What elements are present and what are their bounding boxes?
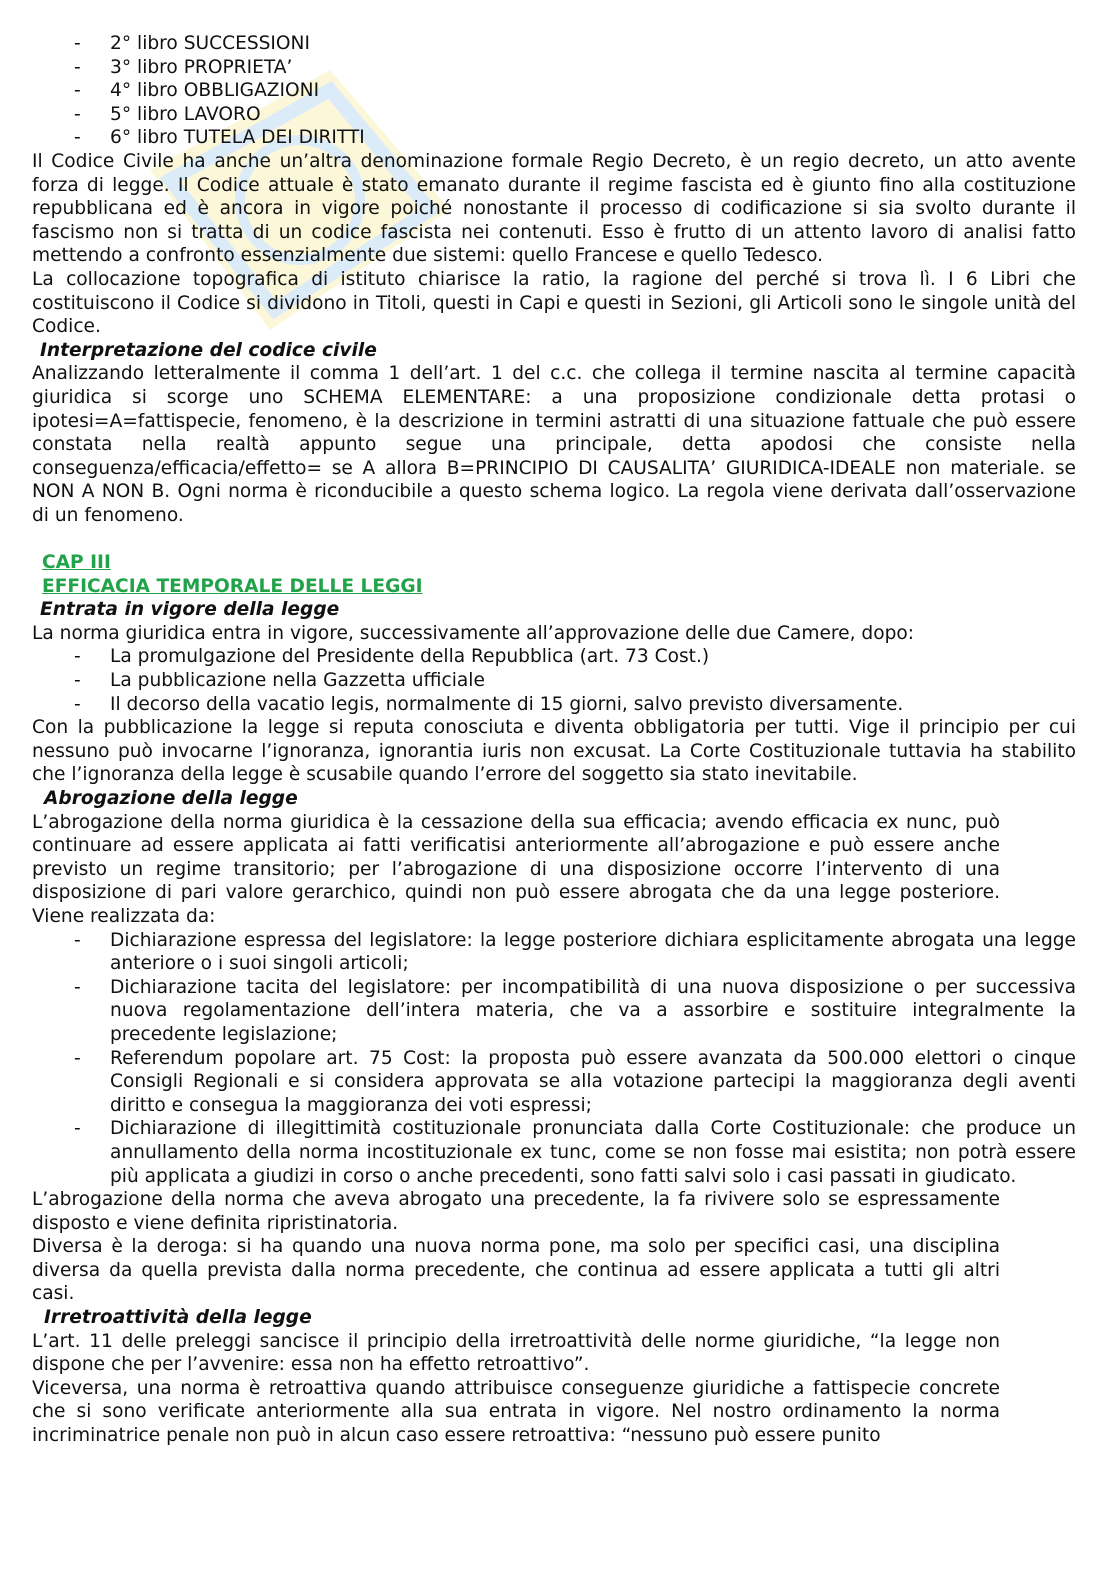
paragraph-interpretazione: Analizzando letteralmente il comma 1 dell’art. 1 del c.c. che collega il termine nascita al termine capacità giuridica si scorge uno SCHEMA ELEMENTARE: a una proposizione condizionale detta protasi o ipotesi=A=fattispecie, fenomeno, è la descrizione in termini astratti di una situazione fattuale che può essere constata nella realtà appunto segue una principale, detta apodosi che consiste nella conseguenza/efficacia/effetto= se A allora B=PRINCIPIO DI CAUSALITA’ GIURIDICA-IDEALE non materiale. se NON A NON B. Ogni norma è riconducibile a questo schema logico. La regola viene derivata dall’osservazione di un fenomeno. xyxy=(32,363,1076,526)
list-item: - Il decorso della vacatio legis, normalmente di 15 giorni, salvo previsto diversamente. xyxy=(32,693,1076,717)
chapter-subtitle: EFFICACIA TEMPORALE DELLE LEGGI xyxy=(42,575,423,597)
list-item: - La promulgazione del Presidente della Repubblica (art. 73 Cost.) xyxy=(32,645,1076,669)
paragraph-pubblicazione: Con la pubblicazione la legge si reputa conosciuta e diventa obbligatoria per tutti. Vige il principio per cui nessuno può invocarne l’ignoranza, ignorantia iuris non excusat. La Corte Costituzionale tuttavia ha stabilito che l’ignoranza della legge è scusabile quando l’errore del soggetto sia stato inevitabile. xyxy=(32,717,1076,786)
heading-irretroattivita: Irretroattività della legge xyxy=(44,1307,312,1329)
abrogazione-list xyxy=(32,929,1076,1189)
spacer xyxy=(32,527,1076,551)
paragraph-entrata: La norma giuridica entra in vigore, successivamente all’approvazione delle due Camere, dopo: xyxy=(32,622,915,644)
books-list xyxy=(32,32,1076,150)
list-item: - Dichiarazione espressa del legislatore: la legge posteriore dichiara esplicitamente abrogata una legge anteriore o i suoi singoli articoli; xyxy=(32,929,1076,976)
paragraph-art11: L’art. 11 delle preleggi sancisce il principio della irretroattività delle norme giuridiche, “la legge non dispone che per l’avvenire: essa non ha effetto retroattivo”. xyxy=(32,1330,1000,1376)
paragraph-collocazione: La collocazione topografica di istituto chiarisce la ratio, la ragione del perché si trova lì. I 6 Libri che costituiscono il Codice si dividono in Titoli, questi in Capi e questi in Sezioni, gli Articoli sono le singole unità del Codice. xyxy=(32,268,1076,338)
list-item: - Dichiarazione tacita del legislatore: per incompatibilità di una nuova disposizione o per successiva nuova regolamentazione dell’intera materia, che va a assorbire e sostituire integralmente la precedente legislazione; xyxy=(32,976,1076,1047)
list-item: - 6° libro TUTELA DEI DIRITTI xyxy=(32,126,1076,150)
list-item: - 4° libro OBBLIGAZIONI xyxy=(32,79,1076,103)
paragraph-codice: Il Codice Civile ha anche un’altra denominazione formale Regio Decreto, è un regio decreto, un atto avente forza di legge. Il Codice attuale è stato emanato durante il regime fascista ed è giunto fino alla costituzione repubblicana ed è ancora in vigore poiché nonostante il processo di codificazione si sia svolto durante il fascismo non si tratta di un codice fascista nei contenuti. Esso è frutto di un attento lavoro di analisi fatto mettendo a confronto essenzialmente due sistemi: quello Francese e quello Tedesco. xyxy=(32,150,1076,267)
paragraph-abrogazione: L’abrogazione della norma giuridica è la cessazione della sua efficacia; avendo efficacia ex nunc, può continuare ad essere applicata ai fatti verificatisi anteriormente all’abrogazione e può essere anche previsto un regime transitorio; per l’abrogazione di una disposizione occorre l’intervento di una disposizione di pari valore gerarchico, quindi non può essere abrogata che da una legge posteriore. Viene realizzata da: xyxy=(32,811,1000,927)
heading-entrata: Entrata in vigore della legge xyxy=(40,599,340,621)
paragraph-viceversa: Viceversa, una norma è retroattiva quando attribuisce conseguenze giuridiche a fattispecie concrete che si sono verificate anteriormente alla sua entrata in vigore. Nel nostro ordinamento la norma incriminatrice penale non può in alcun caso essere retroattiva: “nessuno può essere punito xyxy=(32,1377,1000,1447)
list-item: - 3° libro PROPRIETA’ xyxy=(32,56,1076,80)
list-item: - 2° libro SUCCESSIONI xyxy=(32,32,1076,56)
list-item: - 5° libro LAVORO xyxy=(32,103,1076,127)
list-item: - Referendum popolare art. 75 Cost: la proposta può essere avanzata da 500.000 elettori o cinque Consigli Regionali e si considera approvata se alla votazione partecipi la maggioranza degli aventi diritto e consegua la maggioranza dei voti espressi; xyxy=(32,1047,1076,1118)
paragraph-ripristinatoria: L’abrogazione della norma che aveva abrogato una precedente, la fa rivivere solo se espressamente disposto e viene definita ripristinatoria. xyxy=(32,1189,1000,1234)
heading-abrogazione: Abrogazione della legge xyxy=(44,788,298,809)
list-item: - La pubblicazione nella Gazzetta ufficiale xyxy=(32,669,1076,693)
paragraph-deroga: Diversa è la deroga: si ha quando una nuova norma pone, ma solo per specifici casi, una disciplina diversa da quella prevista dalla norma precedente, che continua ad essere applicata a tutti gli altri casi. xyxy=(32,1236,1000,1305)
document-body xyxy=(32,32,1076,1448)
chapter-title: CAP III xyxy=(42,552,111,574)
list-item: - Dichiarazione di illegittimità costituzionale pronunciata dalla Corte Costituzionale: che produce un annullamento della norma incostituzionale ex tunc, come se non fosse mai esistita; non potrà essere più applicata a giudizi in corso o anche precedenti, sono fatti salvi solo i casi passati in giudicato. xyxy=(32,1117,1076,1188)
heading-interpretazione: Interpretazione del codice civile xyxy=(40,339,377,361)
entrata-list xyxy=(32,645,1076,716)
